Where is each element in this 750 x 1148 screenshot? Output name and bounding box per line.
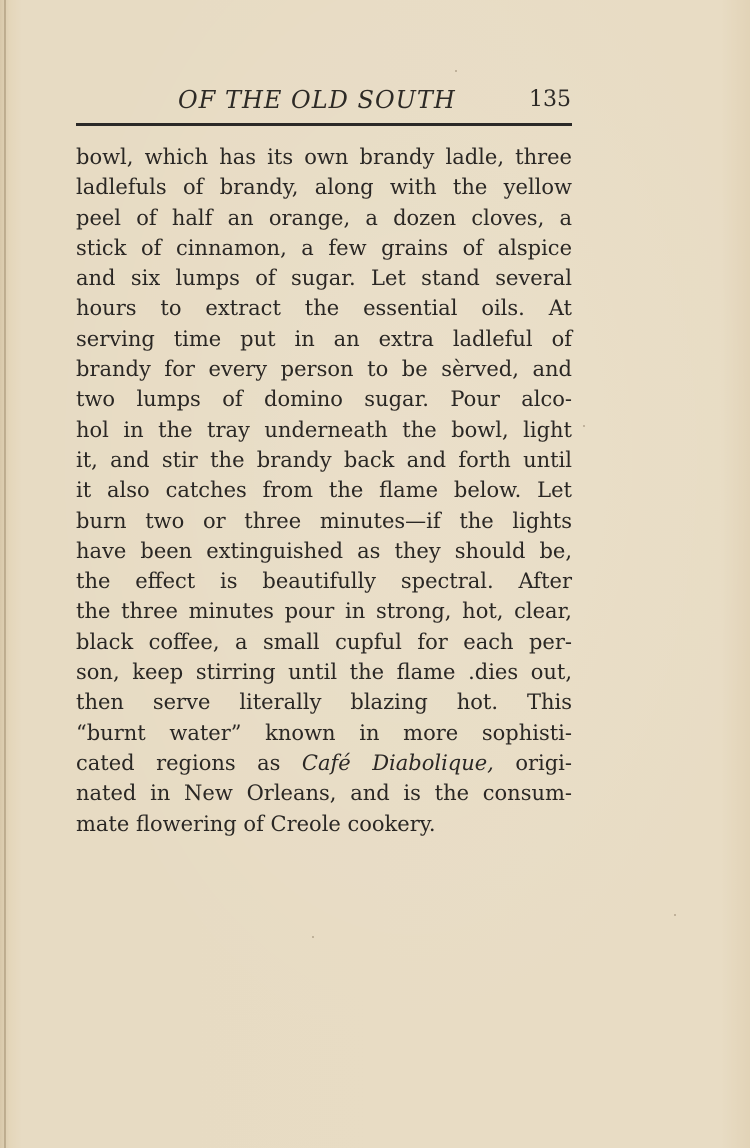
text-line	[76, 748, 572, 778]
text-segment: it also catches from the flame below. Let	[76, 478, 572, 503]
text-segment: hol in the tray underneath the bowl, light	[76, 417, 572, 442]
text-line	[76, 324, 572, 354]
text-line	[76, 415, 572, 445]
text-line	[76, 718, 572, 748]
text-line	[76, 293, 572, 323]
text-segment: black coffee, a small cupful for each per-	[76, 629, 572, 654]
text-segment: nated in New Orleans, and is the consum-	[76, 781, 572, 806]
italic-phrase: Café Diabolique,	[301, 750, 494, 775]
text-segment: two lumps of domino sugar. Pour alco-	[76, 387, 572, 412]
text-segment: serving time put in an extra ladleful of	[76, 326, 572, 351]
text-line	[76, 172, 572, 202]
text-line	[76, 536, 572, 566]
text-line	[76, 809, 572, 839]
text-segment: son, keep stirring until the flame .dies out,	[76, 660, 572, 685]
text-segment: mate flowering of Creole cookery.	[76, 811, 436, 836]
text-line	[76, 627, 572, 657]
text-segment: then serve literally blazing hot. This	[76, 690, 572, 715]
text-line	[76, 506, 572, 536]
text-segment: origi-	[493, 750, 572, 775]
paper-speck	[583, 425, 585, 427]
running-header	[76, 86, 571, 120]
body-paragraph	[76, 142, 572, 839]
text-line	[76, 354, 572, 384]
text-segment: cated regions as	[76, 750, 302, 775]
text-segment: the effect is beautifully spectral. After	[76, 569, 572, 594]
text-line	[76, 263, 572, 293]
text-line	[76, 445, 572, 475]
text-line	[76, 203, 572, 233]
text-line	[76, 596, 572, 626]
paper-speck	[312, 936, 314, 938]
text-segment: bowl, which has its own brandy ladle, three	[76, 145, 572, 169]
text-line	[76, 142, 572, 172]
text-segment: “burnt water” known in more sophisti-	[76, 720, 572, 745]
paper-speck	[674, 914, 676, 916]
text-line	[76, 687, 572, 717]
text-segment: have been extinguished as they should be,	[76, 538, 572, 563]
page-number: 135	[529, 87, 571, 112]
text-line	[76, 233, 572, 263]
text-segment: brandy for every person to be sèrved, and	[76, 357, 572, 382]
text-segment: stick of cinnamon, a few grains of alspice	[76, 235, 572, 260]
text-segment: burn two or three minutes—if the lights	[76, 508, 572, 533]
text-line	[76, 566, 572, 596]
text-segment: the three minutes pour in strong, hot, clear,	[76, 599, 572, 624]
text-segment: peel of half an orange, a dozen cloves, a	[76, 205, 572, 230]
text-line	[76, 778, 572, 808]
text-line	[76, 384, 572, 414]
running-title: OF THE OLD SOUTH	[178, 86, 456, 114]
text-segment: hours to extract the essential oils. At	[76, 296, 572, 321]
text-segment: and six lumps of sugar. Let stand several	[76, 266, 572, 291]
text-line	[76, 475, 572, 505]
text-segment: it, and stir the brandy back and forth until	[76, 447, 572, 472]
text-line	[76, 657, 572, 687]
paper-speck	[455, 70, 457, 72]
header-rule	[76, 123, 572, 126]
text-segment: ladlefuls of brandy, along with the yellow	[76, 175, 572, 200]
binding-edge	[4, 0, 6, 1148]
